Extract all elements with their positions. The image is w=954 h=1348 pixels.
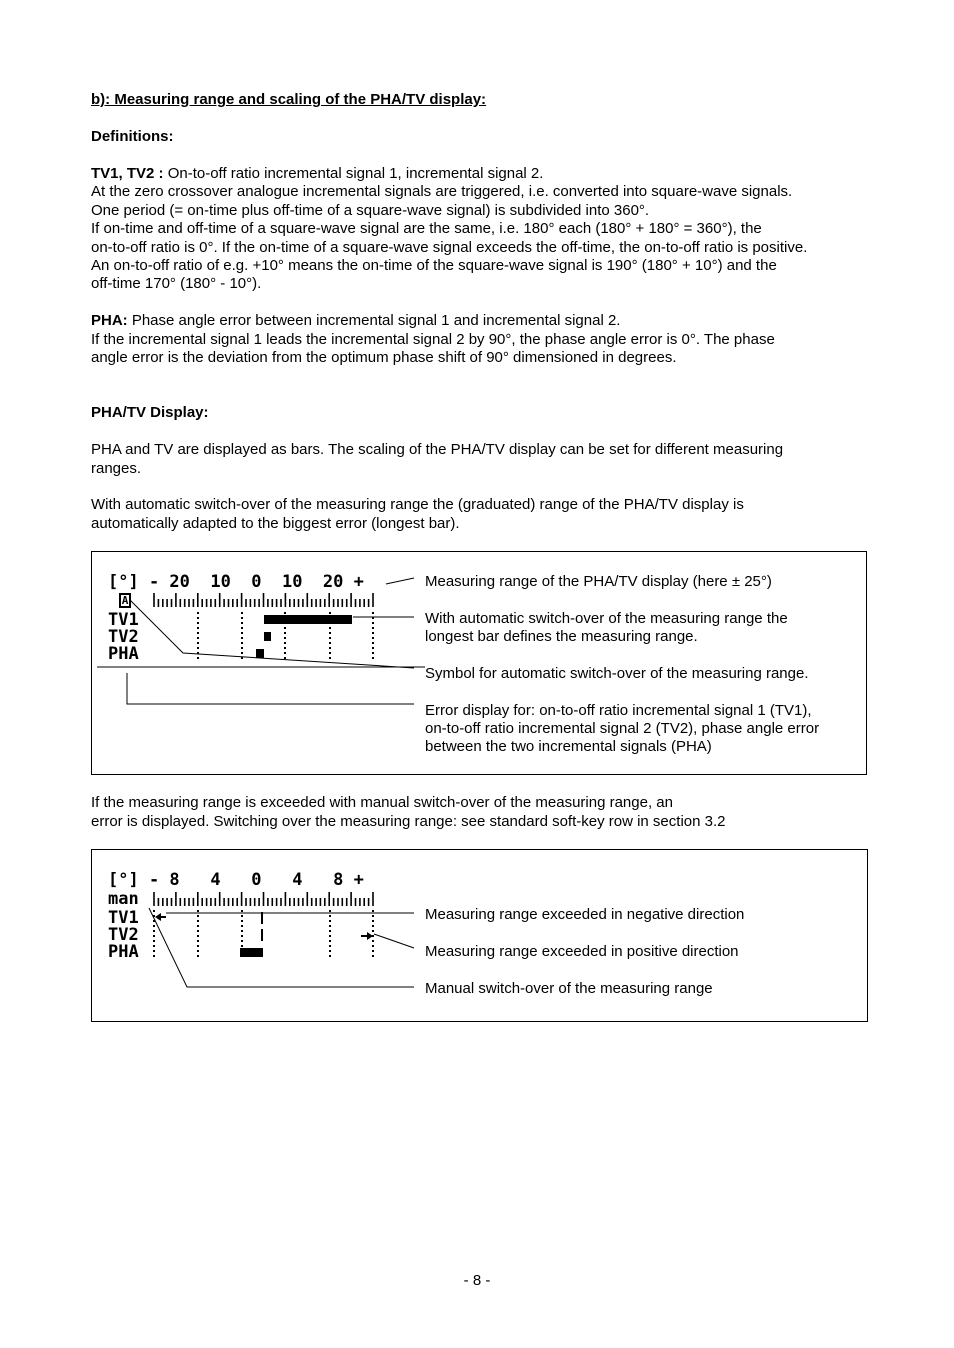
figure2-row-tv2: TV2 [108, 925, 139, 945]
section-heading: b): Measuring range and scaling of the PHA/TV display: [91, 91, 487, 108]
figure2-mode-label: man [108, 889, 139, 909]
tv-line: An on-to-off ratio of e.g. +10° means the on-time of the square-wave signal is 190° (180° + 10°) and the [91, 257, 777, 274]
figure1-row-tv1: TV1 [108, 610, 139, 630]
manual-para-line: If the measuring range is exceeded with manual switch-over of the measuring range, an [91, 794, 673, 811]
tv-line: off-time 170° (180° - 10°). [91, 275, 262, 292]
display-para2-line: With automatic switch-over of the measuring range the (graduated) range of the PHA/TV display is [91, 496, 744, 513]
display-para1-line: ranges. [91, 460, 142, 477]
pha-line: If the incremental signal 1 leads the incremental signal 2 by 90°, the phase angle error is 0°. The phase [91, 331, 775, 348]
callout-longest-bar: With automatic switch-over of the measuring range the [425, 610, 788, 627]
figure1-tick-scale [154, 593, 373, 607]
figure2-row-tv1: TV1 [108, 908, 139, 928]
callout-error-display: on-to-off ratio incremental signal 2 (TV2), phase angle error [425, 720, 820, 737]
pha-line: angle error is the deviation from the optimum phase shift of 90° dimensioned in degrees. [91, 349, 677, 366]
manual-para-line: error is displayed. Switching over the measuring range: see standard soft-key row in section 3.2 [91, 813, 726, 830]
figure1-scale-row: [°] - 20 10 0 10 20 + [108, 572, 364, 592]
tv-term: TV1, TV2 : [91, 165, 164, 182]
callout-negative: Measuring range exceeded in negative direction [425, 906, 745, 923]
tv-line: If on-time and off-time of a square-wave signal are the same, i.e. 180° each (180° + 180° = 360°), the [91, 220, 762, 237]
callout-error-display: Error display for: on-to-off ratio incremental signal 1 (TV1), [425, 702, 812, 719]
page-number: - 8 - [463, 1272, 491, 1289]
figure2-row-pha: PHA [108, 942, 139, 962]
figure1-tv2-bar [264, 632, 271, 641]
tv-line: One period (= on-time plus off-time of a square-wave signal) is subdivided into 360°. [91, 202, 650, 219]
callout-manual: Manual switch-over of the measuring range [425, 980, 713, 997]
tv-lead-text: On-to-off ratio incremental signal 1, incremental signal 2. [163, 165, 544, 182]
callout-error-display: between the two incremental signals (PHA) [425, 738, 712, 755]
tv-line: on-to-off ratio is 0°. If the on-time of a square-wave signal exceeds the off-time, the on-to-off ratio is positive. [91, 239, 808, 256]
display-heading: PHA/TV Display: [91, 404, 209, 421]
figure1-row-pha: PHA [108, 644, 139, 664]
display-para2-line: automatically adapted to the biggest error (longest bar). [91, 515, 460, 532]
auto-switch-symbol: A [119, 593, 131, 608]
figure2-gridlines [154, 910, 373, 960]
pha-lead-text: Phase angle error between incremental signal 1 and incremental signal 2. [127, 312, 621, 329]
figure1-row-tv2: TV2 [108, 627, 139, 647]
definitions-heading: Definitions: [91, 128, 174, 145]
tv-line: At the zero crossover analogue incremental signals are triggered, i.e. converted into square-wave signals. [91, 183, 793, 200]
figure2-tick-scale [154, 892, 373, 906]
callout-longest-bar: longest bar defines the measuring range. [425, 628, 698, 645]
figure2-pha-bar [240, 948, 263, 957]
pha-term: PHA: [91, 312, 128, 329]
callout-range: Measuring range of the PHA/TV display (here ± 25°) [425, 573, 772, 590]
figure1-pha-bar [256, 649, 264, 658]
figure2-scale-row: [°] - 8 4 0 4 8 + [108, 870, 364, 890]
figure1-tv1-bar [264, 615, 352, 624]
figure2-leader-lines [149, 908, 414, 987]
callout-positive: Measuring range exceeded in positive direction [425, 943, 739, 960]
display-para1-line: PHA and TV are displayed as bars. The scaling of the PHA/TV display can be set for different measuring [91, 441, 784, 458]
callout-auto-symbol: Symbol for automatic switch-over of the measuring range. [425, 665, 809, 682]
